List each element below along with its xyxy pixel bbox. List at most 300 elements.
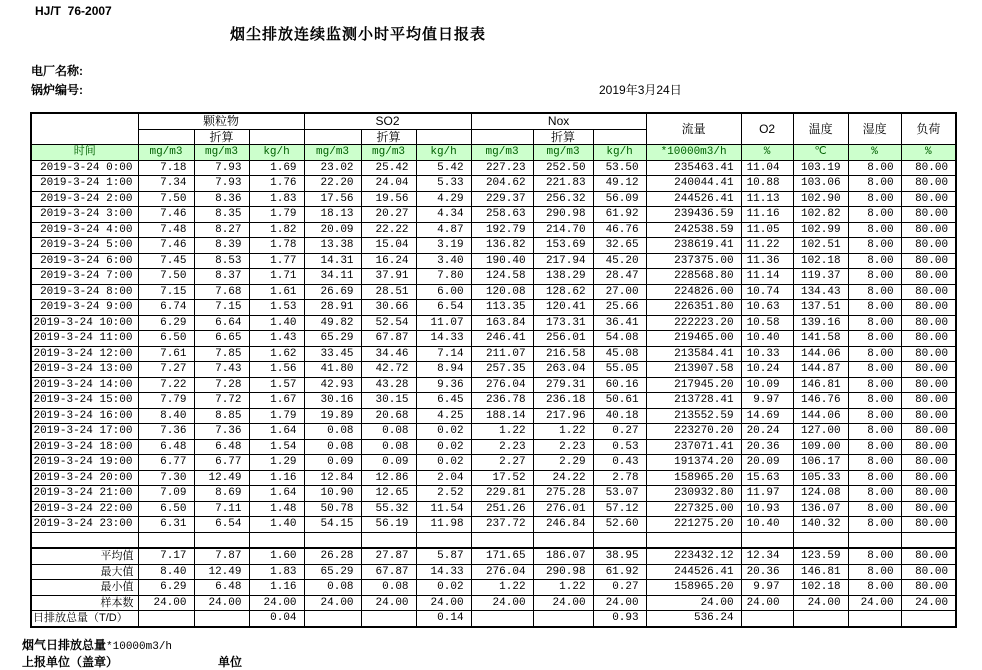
value-cell: 8.00 (848, 470, 901, 486)
value-cell: 113.35 (471, 300, 533, 316)
value-cell: 8.00 (848, 408, 901, 424)
value-cell: 32.65 (593, 238, 646, 254)
value-cell: 40.18 (593, 408, 646, 424)
blank-header-cell (138, 129, 194, 145)
value-cell: 33.45 (304, 346, 361, 362)
boiler-no-label: 锅炉编号: (31, 83, 83, 97)
value-cell: 80.00 (901, 393, 956, 409)
value-cell: 20.68 (361, 408, 416, 424)
value-cell: 80.00 (901, 424, 956, 440)
blank-cell (533, 532, 593, 548)
value-cell: 9.36 (416, 377, 471, 393)
value-cell: 257.35 (471, 362, 533, 378)
summary-value-cell (848, 611, 901, 627)
group-header: SO2 (304, 113, 471, 129)
value-cell: 227325.00 (646, 501, 741, 517)
time-cell: 2019-3-24 9:00 (31, 300, 138, 316)
value-cell: 60.16 (593, 377, 646, 393)
value-cell: 80.00 (901, 207, 956, 223)
value-cell: 1.71 (249, 269, 304, 285)
value-cell: 6.74 (138, 300, 194, 316)
value-cell: 11.36 (741, 253, 793, 269)
table-row (31, 331, 956, 347)
value-cell: 56.19 (361, 517, 416, 533)
value-cell: 1.67 (249, 393, 304, 409)
plant-name-label: 电厂名称: (31, 64, 83, 78)
blank-cell (646, 532, 741, 548)
summary-value-cell: 123.59 (793, 548, 848, 564)
value-cell: 1.22 (471, 424, 533, 440)
value-cell: 52.54 (361, 315, 416, 331)
value-cell: 8.00 (848, 269, 901, 285)
unit-header: *10000m3/h (646, 145, 741, 161)
summary-value-cell: 67.87 (361, 564, 416, 580)
value-cell: 6.77 (194, 455, 249, 471)
value-cell: 57.12 (593, 501, 646, 517)
time-cell: 2019-3-24 14:00 (31, 377, 138, 393)
value-cell: 0.43 (593, 455, 646, 471)
value-cell: 7.72 (194, 393, 249, 409)
blank-header-cell (593, 129, 646, 145)
summary-value-cell: 223432.12 (646, 548, 741, 564)
value-cell: 102.99 (793, 222, 848, 238)
value-cell: 229.37 (471, 191, 533, 207)
group-header: Nox (471, 113, 646, 129)
value-cell: 45.08 (593, 346, 646, 362)
value-cell: 14.33 (416, 331, 471, 347)
value-cell: 11.05 (741, 222, 793, 238)
value-cell: 23.02 (304, 160, 361, 176)
value-cell: 7.50 (138, 269, 194, 285)
column-header: 负荷 (901, 113, 956, 145)
report-date: 2019年3月24日 (599, 83, 682, 97)
value-cell: 8.00 (848, 362, 901, 378)
summary-value-cell: 27.87 (361, 548, 416, 564)
value-cell: 237071.41 (646, 439, 741, 455)
value-cell: 7.34 (138, 176, 194, 192)
value-cell: 124.08 (793, 486, 848, 502)
value-cell: 13.38 (304, 238, 361, 254)
value-cell: 0.08 (304, 439, 361, 455)
value-cell: 219465.00 (646, 331, 741, 347)
unit-header: mg/m3 (533, 145, 593, 161)
value-cell: 80.00 (901, 501, 956, 517)
summary-value-cell: 12.49 (194, 564, 249, 580)
value-cell: 8.00 (848, 191, 901, 207)
blank-cell (194, 532, 249, 548)
value-cell: 80.00 (901, 331, 956, 347)
table-row (31, 284, 956, 300)
value-cell: 15.04 (361, 238, 416, 254)
value-cell: 12.65 (361, 486, 416, 502)
time-cell: 2019-3-24 5:00 (31, 238, 138, 254)
value-cell: 7.80 (416, 269, 471, 285)
value-cell: 217.96 (533, 408, 593, 424)
summary-value-cell (793, 611, 848, 627)
value-cell: 14.31 (304, 253, 361, 269)
value-cell: 1.83 (249, 191, 304, 207)
flue-gas-total-label: 烟气日排放总量 (22, 638, 107, 652)
value-cell: 1.76 (249, 176, 304, 192)
value-cell: 240044.41 (646, 176, 741, 192)
summary-value-cell: 0.02 (416, 580, 471, 596)
summary-value-cell: 276.04 (471, 564, 533, 580)
summary-value-cell: 14.33 (416, 564, 471, 580)
summary-value-cell: 9.97 (741, 580, 793, 596)
table-row (31, 393, 956, 409)
value-cell: 8.00 (848, 346, 901, 362)
value-cell: 1.61 (249, 284, 304, 300)
value-cell: 61.92 (593, 207, 646, 223)
value-cell: 11.14 (741, 269, 793, 285)
value-cell: 20.27 (361, 207, 416, 223)
time-header-blank (31, 113, 138, 145)
value-cell: 8.00 (848, 315, 901, 331)
value-cell: 43.28 (361, 377, 416, 393)
value-cell: 10.74 (741, 284, 793, 300)
table-row (31, 377, 956, 393)
value-cell: 7.46 (138, 207, 194, 223)
table-row (31, 207, 956, 223)
value-cell: 6.50 (138, 331, 194, 347)
summary-value-cell: 80.00 (901, 564, 956, 580)
hourly-average-table (30, 112, 957, 628)
value-cell: 4.34 (416, 207, 471, 223)
unit-header: mg/m3 (194, 145, 249, 161)
value-cell: 1.48 (249, 501, 304, 517)
value-cell: 12.86 (361, 470, 416, 486)
value-cell: 235463.41 (646, 160, 741, 176)
value-cell: 14.69 (741, 408, 793, 424)
value-cell: 275.28 (533, 486, 593, 502)
converted-header: 折算 (194, 129, 249, 145)
summary-value-cell (304, 611, 361, 627)
value-cell: 146.81 (793, 377, 848, 393)
summary-value-cell: 24.00 (848, 595, 901, 611)
value-cell: 8.53 (194, 253, 249, 269)
summary-value-cell: 186.07 (533, 548, 593, 564)
value-cell: 246.41 (471, 331, 533, 347)
value-cell: 7.79 (138, 393, 194, 409)
column-header: 湿度 (848, 113, 901, 145)
value-cell: 80.00 (901, 238, 956, 254)
unit-header: % (741, 145, 793, 161)
value-cell: 8.85 (194, 408, 249, 424)
value-cell: 11.22 (741, 238, 793, 254)
value-cell: 80.00 (901, 362, 956, 378)
summary-value-cell: 0.93 (593, 611, 646, 627)
value-cell: 65.29 (304, 331, 361, 347)
time-cell: 2019-3-24 6:00 (31, 253, 138, 269)
value-cell: 6.64 (194, 315, 249, 331)
value-cell: 2.78 (593, 470, 646, 486)
value-cell: 230932.80 (646, 486, 741, 502)
value-cell: 6.48 (138, 439, 194, 455)
value-cell: 80.00 (901, 284, 956, 300)
value-cell: 15.63 (741, 470, 793, 486)
time-cell: 2019-3-24 2:00 (31, 191, 138, 207)
blank-header-cell (471, 129, 533, 145)
value-cell: 1.69 (249, 160, 304, 176)
value-cell: 7.93 (194, 160, 249, 176)
summary-label: 样本数 (31, 595, 138, 611)
flue-gas-daily-total (22, 636, 172, 653)
time-cell: 2019-3-24 21:00 (31, 486, 138, 502)
value-cell: 8.37 (194, 269, 249, 285)
value-cell: 7.45 (138, 253, 194, 269)
time-cell: 2019-3-24 20:00 (31, 470, 138, 486)
table-row (31, 253, 956, 269)
summary-value-cell: 244526.41 (646, 564, 741, 580)
value-cell: 213728.41 (646, 393, 741, 409)
value-cell: 256.01 (533, 331, 593, 347)
value-cell: 28.47 (593, 269, 646, 285)
summary-value-cell (194, 611, 249, 627)
time-column-header: 时间 (31, 145, 138, 161)
value-cell: 56.09 (593, 191, 646, 207)
value-cell: 8.00 (848, 207, 901, 223)
unit-header: % (901, 145, 956, 161)
summary-value-cell: 8.00 (848, 580, 901, 596)
summary-value-cell: 1.60 (249, 548, 304, 564)
value-cell: 8.00 (848, 238, 901, 254)
value-cell: 6.54 (416, 300, 471, 316)
value-cell: 80.00 (901, 269, 956, 285)
value-cell: 238619.41 (646, 238, 741, 254)
value-cell: 11.07 (416, 315, 471, 331)
time-cell: 2019-3-24 12:00 (31, 346, 138, 362)
value-cell: 80.00 (901, 315, 956, 331)
column-header: 温度 (793, 113, 848, 145)
summary-row (31, 580, 956, 596)
value-cell: 80.00 (901, 346, 956, 362)
summary-value-cell: 24.00 (249, 595, 304, 611)
value-cell: 120.41 (533, 300, 593, 316)
value-cell: 7.50 (138, 191, 194, 207)
time-cell: 2019-3-24 19:00 (31, 455, 138, 471)
value-cell: 55.32 (361, 501, 416, 517)
blank-cell (471, 532, 533, 548)
value-cell: 10.93 (741, 501, 793, 517)
value-cell: 2.52 (416, 486, 471, 502)
table-row (31, 191, 956, 207)
value-cell: 41.80 (304, 362, 361, 378)
summary-value-cell: 80.00 (901, 548, 956, 564)
value-cell: 1.43 (249, 331, 304, 347)
value-cell: 12.84 (304, 470, 361, 486)
value-cell: 53.50 (593, 160, 646, 176)
value-cell: 102.82 (793, 207, 848, 223)
value-cell: 279.31 (533, 377, 593, 393)
time-cell: 2019-3-24 7:00 (31, 269, 138, 285)
value-cell: 12.49 (194, 470, 249, 486)
value-cell: 7.15 (138, 284, 194, 300)
value-cell: 80.00 (901, 455, 956, 471)
table-row (31, 501, 956, 517)
table-row (31, 160, 956, 176)
table-row (31, 222, 956, 238)
value-cell: 7.61 (138, 346, 194, 362)
summary-value-cell: 0.27 (593, 580, 646, 596)
value-cell: 80.00 (901, 300, 956, 316)
summary-row (31, 564, 956, 580)
value-cell: 1.40 (249, 315, 304, 331)
value-cell: 80.00 (901, 439, 956, 455)
summary-value-cell: 24.00 (533, 595, 593, 611)
value-cell: 80.00 (901, 517, 956, 533)
value-cell: 204.62 (471, 176, 533, 192)
table-row (31, 439, 956, 455)
value-cell: 136.07 (793, 501, 848, 517)
column-header: 流量 (646, 113, 741, 145)
value-cell: 8.35 (194, 207, 249, 223)
group-header: 颗粒物 (138, 113, 304, 129)
value-cell: 9.97 (741, 393, 793, 409)
table-row (31, 315, 956, 331)
table-row (31, 517, 956, 533)
value-cell: 7.85 (194, 346, 249, 362)
value-cell: 7.28 (194, 377, 249, 393)
value-cell: 237.72 (471, 517, 533, 533)
value-cell: 2.29 (533, 455, 593, 471)
value-cell: 1.53 (249, 300, 304, 316)
value-cell: 127.00 (793, 424, 848, 440)
summary-value-cell: 24.00 (646, 595, 741, 611)
value-cell: 252.50 (533, 160, 593, 176)
summary-label: 日排放总量（T/D） (31, 611, 138, 627)
summary-value-cell: 26.28 (304, 548, 361, 564)
value-cell: 217945.20 (646, 377, 741, 393)
table-row (31, 346, 956, 362)
unit-header: mg/m3 (138, 145, 194, 161)
value-cell: 229.81 (471, 486, 533, 502)
summary-value-cell (741, 611, 793, 627)
value-cell: 7.46 (138, 238, 194, 254)
value-cell: 42.72 (361, 362, 416, 378)
value-cell: 2.27 (471, 455, 533, 471)
value-cell: 45.20 (593, 253, 646, 269)
value-cell: 6.45 (416, 393, 471, 409)
value-cell: 25.42 (361, 160, 416, 176)
time-cell: 2019-3-24 3:00 (31, 207, 138, 223)
unit-header: kg/h (249, 145, 304, 161)
value-cell: 10.33 (741, 346, 793, 362)
standard-code: HJ/T 76-2007 (35, 4, 112, 18)
summary-value-cell: 158965.20 (646, 580, 741, 596)
value-cell: 2.23 (471, 439, 533, 455)
value-cell: 6.31 (138, 517, 194, 533)
summary-value-cell: 6.48 (194, 580, 249, 596)
summary-value-cell: 1.22 (533, 580, 593, 596)
value-cell: 4.29 (416, 191, 471, 207)
summary-value-cell (471, 611, 533, 627)
value-cell: 8.00 (848, 393, 901, 409)
time-cell: 2019-3-24 10:00 (31, 315, 138, 331)
value-cell: 18.13 (304, 207, 361, 223)
summary-value-cell: 1.83 (249, 564, 304, 580)
value-cell: 7.15 (194, 300, 249, 316)
table-container (30, 112, 957, 628)
value-cell: 0.08 (361, 424, 416, 440)
value-cell: 8.00 (848, 486, 901, 502)
unit-header: kg/h (593, 145, 646, 161)
value-cell: 236.18 (533, 393, 593, 409)
value-cell: 244526.41 (646, 191, 741, 207)
value-cell: 22.20 (304, 176, 361, 192)
summary-label: 平均值 (31, 548, 138, 564)
summary-value-cell (138, 611, 194, 627)
value-cell: 80.00 (901, 408, 956, 424)
value-cell: 8.00 (848, 331, 901, 347)
value-cell: 11.16 (741, 207, 793, 223)
value-cell: 228568.80 (646, 269, 741, 285)
value-cell: 7.30 (138, 470, 194, 486)
value-cell: 224826.00 (646, 284, 741, 300)
value-cell: 213584.41 (646, 346, 741, 362)
value-cell: 20.09 (741, 455, 793, 471)
value-cell: 2.23 (533, 439, 593, 455)
value-cell: 256.32 (533, 191, 593, 207)
value-cell: 173.31 (533, 315, 593, 331)
value-cell: 7.68 (194, 284, 249, 300)
value-cell: 217.94 (533, 253, 593, 269)
value-cell: 19.56 (361, 191, 416, 207)
value-cell: 290.98 (533, 207, 593, 223)
value-cell: 80.00 (901, 176, 956, 192)
value-cell: 8.00 (848, 160, 901, 176)
value-cell: 8.27 (194, 222, 249, 238)
summary-value-cell: 0.08 (361, 580, 416, 596)
value-cell: 8.00 (848, 455, 901, 471)
value-cell: 3.19 (416, 238, 471, 254)
value-cell: 0.09 (361, 455, 416, 471)
value-cell: 246.84 (533, 517, 593, 533)
summary-value-cell: 0.04 (249, 611, 304, 627)
blank-cell (416, 532, 471, 548)
value-cell: 221275.20 (646, 517, 741, 533)
summary-value-cell: 146.81 (793, 564, 848, 580)
value-cell: 10.09 (741, 377, 793, 393)
value-cell: 251.26 (471, 501, 533, 517)
value-cell: 37.91 (361, 269, 416, 285)
value-cell: 26.69 (304, 284, 361, 300)
value-cell: 27.00 (593, 284, 646, 300)
value-cell: 7.09 (138, 486, 194, 502)
value-cell: 53.07 (593, 486, 646, 502)
value-cell: 19.89 (304, 408, 361, 424)
summary-value-cell: 12.34 (741, 548, 793, 564)
summary-value-cell: 1.16 (249, 580, 304, 596)
value-cell: 144.87 (793, 362, 848, 378)
value-cell: 0.27 (593, 424, 646, 440)
blank-cell (249, 532, 304, 548)
value-cell: 8.36 (194, 191, 249, 207)
summary-value-cell: 24.00 (304, 595, 361, 611)
value-cell: 10.24 (741, 362, 793, 378)
time-cell: 2019-3-24 4:00 (31, 222, 138, 238)
summary-value-cell: 290.98 (533, 564, 593, 580)
time-cell: 2019-3-24 18:00 (31, 439, 138, 455)
value-cell: 2.04 (416, 470, 471, 486)
value-cell: 0.02 (416, 424, 471, 440)
value-cell: 222223.20 (646, 315, 741, 331)
value-cell: 191374.20 (646, 455, 741, 471)
value-cell: 139.16 (793, 315, 848, 331)
value-cell: 1.57 (249, 377, 304, 393)
column-header: O2 (741, 113, 793, 145)
summary-value-cell: 61.92 (593, 564, 646, 580)
value-cell: 134.43 (793, 284, 848, 300)
